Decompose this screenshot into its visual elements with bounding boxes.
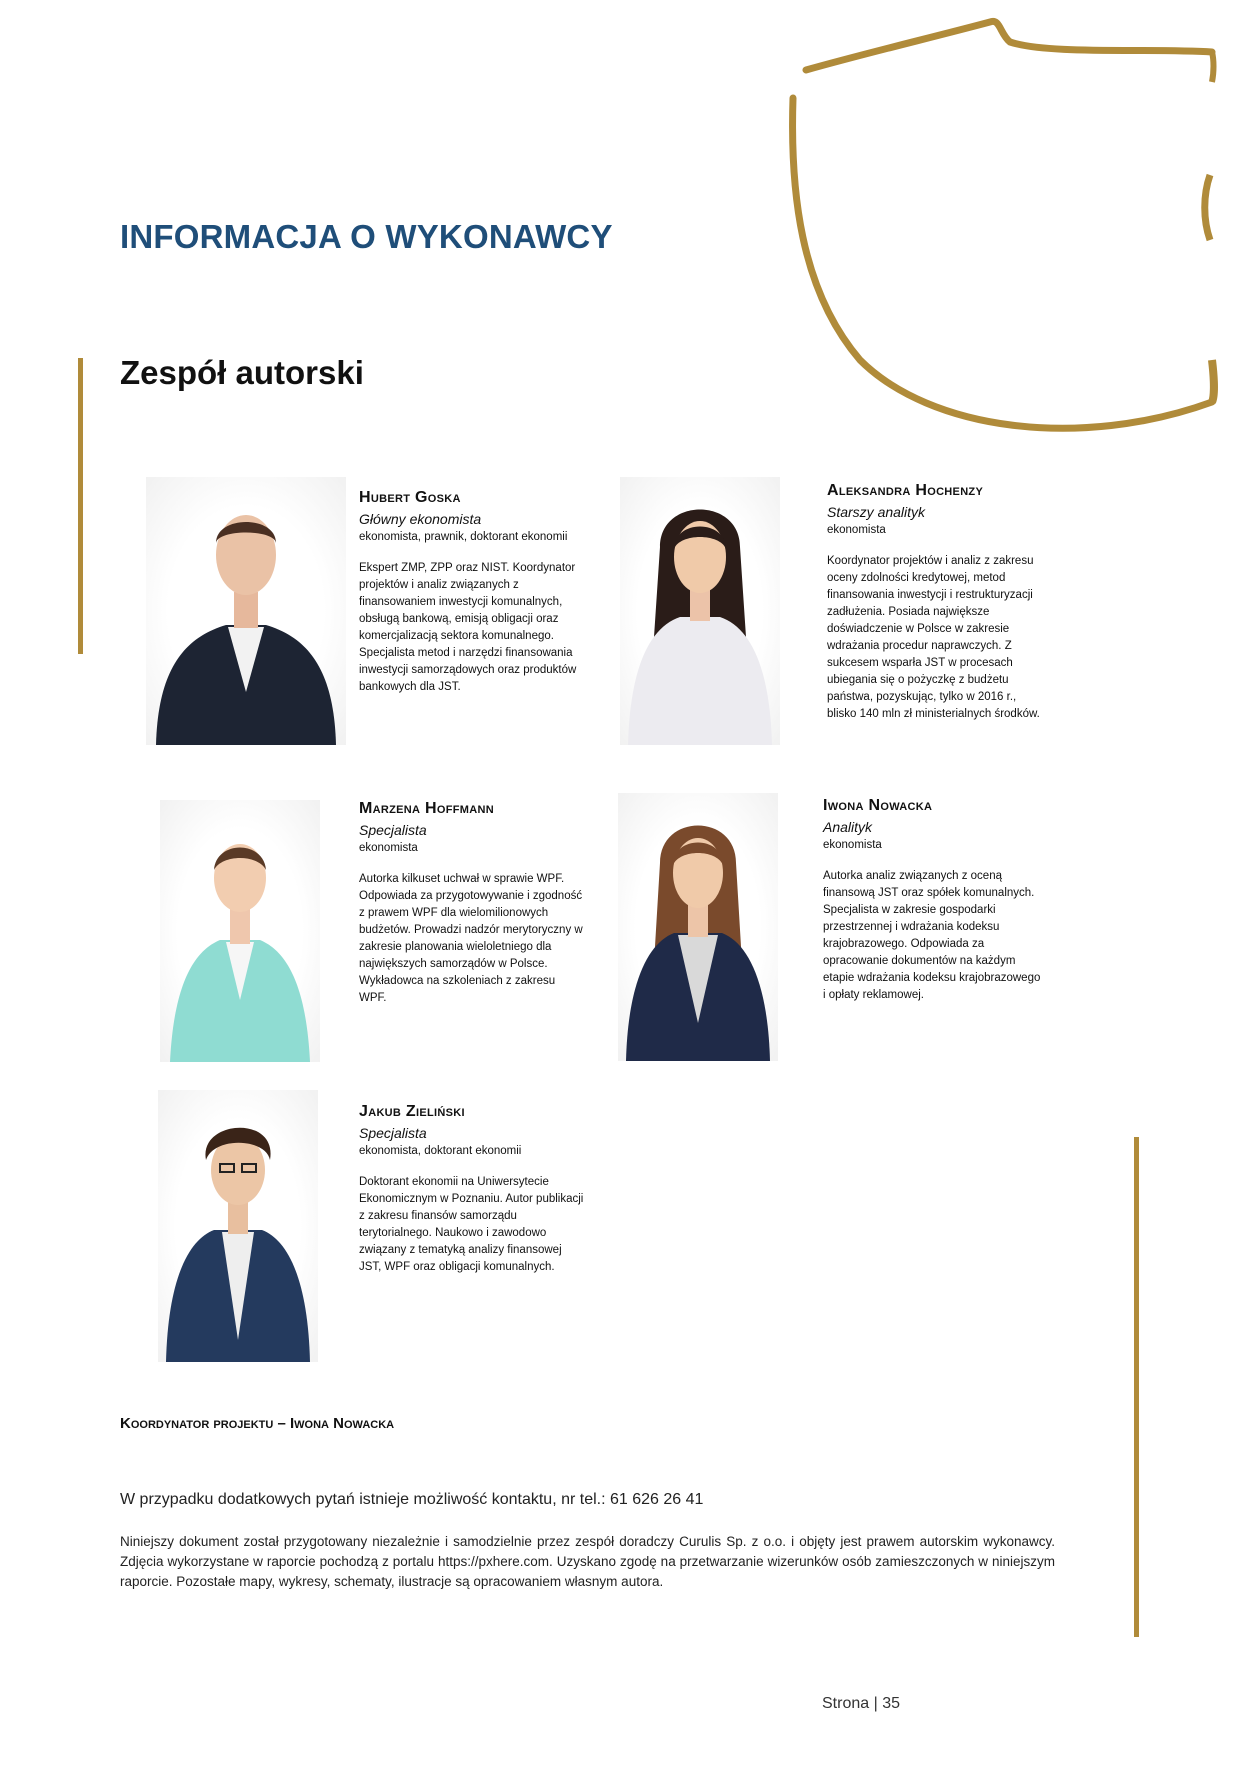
team-member-marzena-hoffmann <box>359 800 584 1007</box>
member-education: ekonomista <box>827 524 886 536</box>
gold-curve-top <box>806 21 1212 70</box>
page-number: Strona | 35 <box>822 1695 900 1712</box>
member-bio: Autorka analiz związanych z oceną finansową JST oraz spółek komunalnych. Specjalista w zakresie gospodarki przestrzennej i wdrażania kodeksu krajobrazowego. Odpowiada za opracowanie dokumentów na każdym etapie wdrażania kodeksu krajobrazowego i opłaty reklamowej. <box>823 870 1041 1001</box>
photo-aleksandra-hochenzy <box>620 477 780 745</box>
member-education: ekonomista <box>359 842 418 854</box>
gold-curve-arc-end <box>1212 360 1214 402</box>
member-bio: Ekspert ZMP, ZPP oraz NIST. Koordynator projektów i analiz związanych z finansowaniem inwestycji komunalnych, obsługą bankową, emisją obligacji oraz komercjalizacją sektora komunalnego. Specjalista metod i narzędzi finansowania inwestycji samorządowych oraz produktów bankowych dla JST. <box>359 562 577 693</box>
portrait-man-icon <box>158 1090 318 1362</box>
member-role: Specjalista <box>359 1125 427 1141</box>
gold-curve-arc <box>793 98 1212 428</box>
member-name: Aleksandra Hochenzy <box>827 482 984 499</box>
member-role: Starszy analityk <box>827 504 926 520</box>
gold-small-mark <box>1205 175 1210 240</box>
member-role: Specjalista <box>359 822 427 838</box>
gold-left-bar <box>78 358 83 654</box>
portrait-woman-icon <box>160 800 320 1062</box>
member-name: Hubert Goska <box>359 489 461 506</box>
section-title: Zespół autorski <box>120 354 364 391</box>
team-member-iwona-nowacka <box>823 797 1043 1004</box>
photo-marzena-hoffmann <box>160 800 320 1062</box>
portrait-man-icon <box>146 477 346 745</box>
photo-iwona-nowacka <box>618 793 778 1061</box>
member-education: ekonomista, prawnik, doktorant ekonomii <box>359 531 568 543</box>
page-title: INFORMACJA O WYKONAWCY <box>120 218 613 255</box>
member-name: Jakub Zieliński <box>359 1103 465 1120</box>
photo-hubert-goska <box>146 477 346 745</box>
portrait-woman-icon <box>618 793 778 1061</box>
member-bio: Doktorant ekonomii na Uniwersytecie Ekonomicznym w Poznaniu. Autor publikacji z zakresu finansów samorządu terytorialnego. Naukowo i zawodowo związany z tematyką analizy finansowej JST, WPF oraz obligacji komunalnych. <box>359 1176 584 1273</box>
team-member-hubert-goska <box>359 489 584 696</box>
project-coordinator: Koordynator projektu – Iwona Nowacka <box>120 1415 395 1432</box>
team-member-jakub-zielinski <box>359 1103 584 1276</box>
contact-info: W przypadku dodatkowych pytań istnieje możliwość kontaktu, nr tel.: 61 626 26 41 <box>120 1491 704 1508</box>
member-name: Iwona Nowacka <box>823 797 933 814</box>
copyright-note: Niniejszy dokument został przygotowany niezależnie i samodzielnie przez zespół doradczy Curulis Sp. z o.o. i objęty jest prawem autorskim wykonawcy. Zdjęcia wykorzystane w raporcie pochodzą z portalu https://pxhere.com. Uzyskano zgodę na przetwarzanie wizerunków osób zamieszczonych w niniejszym raporcie. Pozostałe mapy, wykresy, schematy, ilustracje są opracowaniem własnym autora. <box>120 1534 1055 1589</box>
photo-jakub-zielinski <box>158 1090 318 1362</box>
member-education: ekonomista <box>823 839 882 851</box>
gold-curve-right <box>1212 52 1214 82</box>
member-bio: Autorka kilkuset uchwał w sprawie WPF. Odpowiada za przygotowywanie i zgodność z prawem WPF dla wielomilionowych budżetów. Prowadzi nadzór merytoryczny w zakresie planowania wieloletniego dla największych samorządów w Polsce. Wykładowca na szkoleniach z zakresu WPF. <box>359 873 583 1004</box>
portrait-woman-icon <box>620 477 780 745</box>
member-role: Główny ekonomista <box>359 511 482 527</box>
member-name: Marzena Hoffmann <box>359 800 494 817</box>
gold-right-bar <box>1134 1137 1139 1637</box>
member-education: ekonomista, doktorant ekonomii <box>359 1145 522 1157</box>
member-bio: Koordynator projektów i analiz z zakresu oceny zdolności kredytowej, metod finansowania inwestycji i restrukturyzacji zadłużenia. Posiada największe doświadczenie w Polsce w zakresie wdrażania procedur naprawczych. Z sukcesem wsparła JST w procesach ubiegania się o pożyczkę z budżetu państwa, pozyskując, tylko w 2016 r., blisko 140 mln zł ministerialnych środków. <box>827 555 1040 720</box>
member-role: Analityk <box>823 819 873 835</box>
team-member-aleksandra-hochenzy <box>827 482 1042 723</box>
